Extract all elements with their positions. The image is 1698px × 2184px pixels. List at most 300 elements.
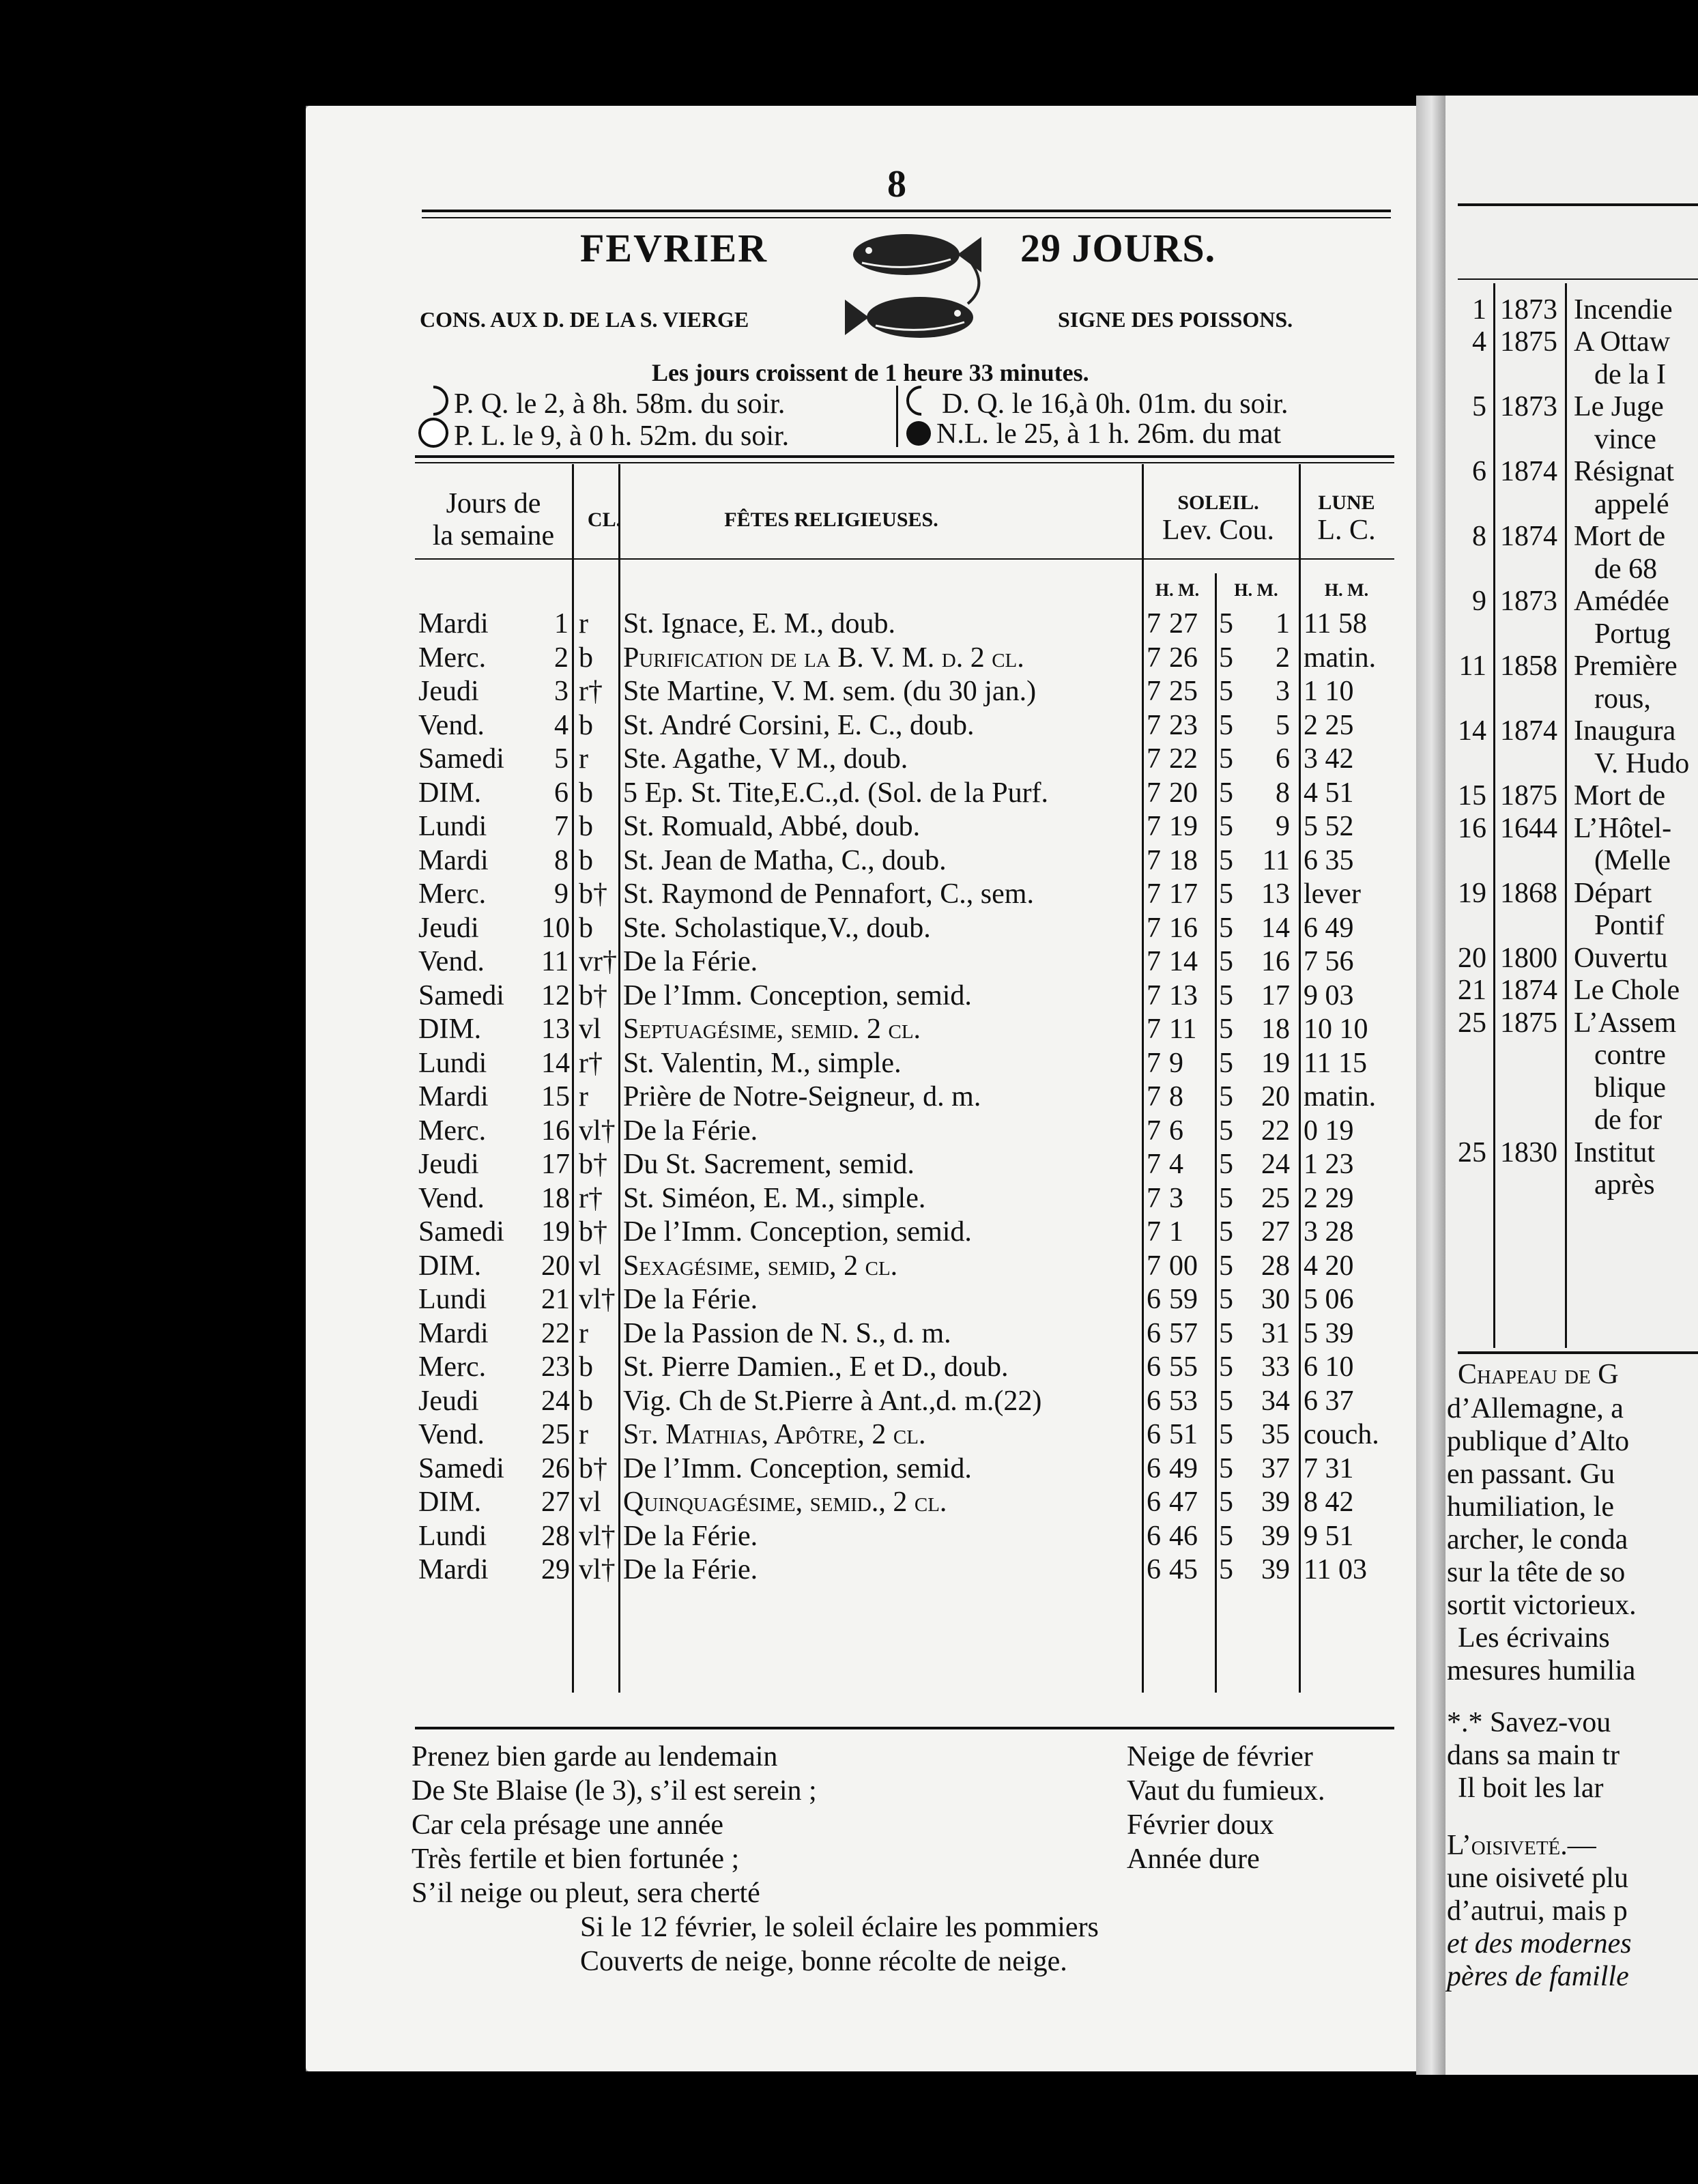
right-text-line: sur la tête de so <box>1447 1557 1626 1588</box>
sunrise-hour: 6 <box>1147 1385 1161 1417</box>
feast-name: Vig. Ch de St.Pierre à Ant.,d. m.(22) <box>623 1385 1042 1417</box>
history-year: 1874 <box>1500 715 1557 747</box>
moon-time: matin. <box>1304 1081 1377 1112</box>
day-number: 26 <box>541 1452 570 1484</box>
moon-time: 7 31 <box>1304 1452 1354 1484</box>
feast-name: De l’Imm. Conception, semid. <box>623 1452 972 1484</box>
proverb-line: De Ste Blaise (le 3), s’il est serein ; <box>412 1775 817 1807</box>
sunset-hour: 5 <box>1219 1520 1233 1552</box>
hm-label-lune: H. M. <box>1324 580 1369 600</box>
liturgical-color: b <box>579 844 593 876</box>
sunrise-hour: 7 <box>1147 743 1161 775</box>
liturgical-color: r† <box>579 1047 603 1079</box>
history-text: Ouvertu <box>1574 943 1668 974</box>
pisces-fish-icon <box>841 222 985 351</box>
table-top-rule-thin <box>415 462 1394 463</box>
sunset-minute: 6 <box>1276 743 1290 775</box>
sunset-minute: 39 <box>1261 1554 1290 1585</box>
liturgical-color: b† <box>579 1149 607 1180</box>
moon-time: 11 15 <box>1304 1047 1367 1079</box>
sunrise-minute: 23 <box>1169 709 1198 741</box>
day-number: 23 <box>541 1351 570 1383</box>
daylight-gain-text: Les jours croissent de 1 heure 33 minutes. <box>652 359 1089 386</box>
day-number: 3 <box>554 676 569 707</box>
right-text-line: une oisiveté plu <box>1447 1863 1628 1894</box>
calendar-row <box>306 912 1432 945</box>
feast-name: Sexagésime, semid, 2 cl. <box>623 1250 898 1282</box>
day-number: 1 <box>554 608 569 640</box>
sunrise-minute: 18 <box>1169 844 1198 876</box>
sunset-minute: 34 <box>1261 1385 1290 1417</box>
day-name: Merc. <box>418 642 487 674</box>
col-header-lune <box>1299 491 1394 547</box>
feast-name: St. Mathias, Apôtre, 2 cl. <box>623 1419 926 1450</box>
day-number: 5 <box>554 743 569 775</box>
sunrise-hour: 7 <box>1147 1047 1161 1079</box>
history-day: 25 <box>1458 1137 1486 1168</box>
feast-name: De la Férie. <box>623 1115 758 1147</box>
book-binding <box>1416 96 1447 2075</box>
zodiac-sign-label: SIGNE DES POISSONS. <box>1058 307 1293 332</box>
history-text: A Ottaw <box>1574 326 1671 358</box>
header-line: Jours de <box>446 488 541 519</box>
liturgical-color: r <box>579 1081 588 1112</box>
history-text: rous, <box>1594 683 1651 715</box>
sunset-hour: 5 <box>1219 1284 1233 1315</box>
sunrise-hour: 7 <box>1147 1149 1161 1180</box>
history-text: L’Assem <box>1574 1007 1677 1039</box>
sunrise-hour: 7 <box>1147 642 1161 674</box>
day-name: Lundi <box>418 811 487 842</box>
day-name: Vend. <box>418 946 485 977</box>
sunset-hour: 5 <box>1219 1182 1233 1214</box>
history-text: blique <box>1594 1072 1666 1104</box>
day-number: 24 <box>541 1385 570 1417</box>
calendar-row <box>306 1418 1432 1452</box>
phase-new-moon <box>906 418 1281 450</box>
proverb-top-rule <box>415 1727 1394 1729</box>
day-name: Vend. <box>418 709 485 741</box>
feast-name: De l’Imm. Conception, semid. <box>623 1216 972 1248</box>
feast-name: 5 Ep. St. Tite,E.C.,d. (Sol. de la Purf. <box>623 777 1049 809</box>
sunrise-minute: 13 <box>1169 979 1198 1011</box>
sunset-minute: 39 <box>1261 1486 1290 1518</box>
sunrise-hour: 6 <box>1147 1452 1161 1484</box>
sunset-hour: 5 <box>1219 811 1233 842</box>
day-number: 14 <box>541 1047 570 1079</box>
feast-name: De la Férie. <box>623 1284 758 1315</box>
day-name: Samedi <box>418 979 504 1011</box>
right-text-line: Il boit les lar <box>1458 1772 1604 1804</box>
history-text: Mort de <box>1574 780 1666 811</box>
history-day: 25 <box>1458 1007 1486 1039</box>
feast-name: Ste. Agathe, V M., doub. <box>623 743 908 775</box>
liturgical-color: vl <box>579 1250 601 1282</box>
col-header-soleil <box>1140 491 1297 547</box>
feast-name: De la Férie. <box>623 1554 758 1585</box>
liturgical-color: vl <box>579 1486 601 1518</box>
day-number: 15 <box>541 1081 570 1112</box>
day-name: Samedi <box>418 743 504 775</box>
sunrise-hour: 6 <box>1147 1284 1161 1315</box>
moon-time: 9 03 <box>1304 979 1354 1011</box>
calendar-row <box>306 1047 1432 1080</box>
calendar-row <box>306 1250 1432 1283</box>
history-day: 16 <box>1458 813 1486 844</box>
header-line: Lev. Cou. <box>1162 514 1275 546</box>
day-number: 11 <box>541 946 569 977</box>
phase-text: N.L. le 25, à 1 h. 26m. du mat <box>936 418 1282 450</box>
sunrise-hour: 7 <box>1147 946 1161 977</box>
history-year: 1874 <box>1500 521 1557 552</box>
right-text-line: archer, le conda <box>1447 1524 1628 1555</box>
right-text-line: *.* Savez-vou <box>1447 1707 1611 1738</box>
sunset-hour: 5 <box>1219 1351 1233 1383</box>
last-quarter-moon-icon <box>900 379 942 422</box>
feast-name: De la Passion de N. S., d. m. <box>623 1317 951 1349</box>
sunset-minute: 35 <box>1261 1419 1290 1450</box>
history-text: de la I <box>1594 359 1666 390</box>
sunset-minute: 16 <box>1261 946 1290 977</box>
calendar-row <box>306 810 1432 844</box>
history-text: L’Hôtel- <box>1574 813 1672 844</box>
phase-first-quarter <box>418 386 785 420</box>
liturgical-color: vr† <box>579 946 617 977</box>
sunset-minute: 39 <box>1261 1520 1290 1552</box>
sunset-hour: 5 <box>1219 844 1233 876</box>
history-text: Institut <box>1574 1137 1656 1168</box>
sunset-minute: 17 <box>1261 979 1290 1011</box>
liturgical-color: b <box>579 912 593 944</box>
moon-time: 5 06 <box>1304 1284 1354 1315</box>
history-day: 6 <box>1472 456 1486 487</box>
history-day: 15 <box>1458 780 1486 811</box>
moon-time: 4 20 <box>1304 1250 1354 1282</box>
header-bottom-rule <box>415 558 1394 560</box>
feast-name: Prière de Notre-Seigneur, d. m. <box>623 1081 981 1112</box>
header-line: la semaine <box>432 520 555 552</box>
days-count: 29 JOURS. <box>1020 226 1216 270</box>
sunset-minute: 11 <box>1262 844 1290 876</box>
moon-time: 5 52 <box>1304 811 1354 842</box>
day-name: DIM. <box>418 1014 482 1045</box>
sunset-hour: 5 <box>1219 1419 1233 1450</box>
sunrise-minute: 20 <box>1169 777 1198 809</box>
right-text-line: pères de famille <box>1447 1961 1629 1992</box>
liturgical-color: b† <box>579 1216 607 1248</box>
proverb-line: Février doux <box>1127 1809 1274 1841</box>
history-day: 5 <box>1472 391 1486 422</box>
sunrise-minute: 4 <box>1169 1149 1183 1180</box>
right-text-line: L’oisiveté.— <box>1447 1830 1596 1861</box>
sunrise-hour: 6 <box>1147 1419 1161 1450</box>
sunset-minute: 3 <box>1276 676 1290 707</box>
sunset-minute: 22 <box>1261 1115 1290 1147</box>
sunset-hour: 5 <box>1219 743 1233 775</box>
right-col-line-2 <box>1565 283 1567 1348</box>
calendar-row <box>306 1520 1432 1553</box>
col-header-jours <box>408 488 579 552</box>
sunrise-hour: 6 <box>1147 1554 1161 1585</box>
sunrise-minute: 16 <box>1169 912 1198 944</box>
right-text-line: d’autrui, mais p <box>1447 1895 1628 1927</box>
moon-time: lever <box>1304 878 1361 910</box>
history-day: 20 <box>1458 943 1486 974</box>
feast-name: De la Férie. <box>623 946 758 977</box>
calendar-row <box>306 709 1432 743</box>
sunset-hour: 5 <box>1219 1250 1233 1282</box>
top-rule <box>422 210 1391 212</box>
day-number: 13 <box>541 1014 570 1045</box>
liturgical-color: b <box>579 642 593 674</box>
sunrise-hour: 6 <box>1147 1351 1161 1383</box>
feast-name: St. Jean de Matha, C., doub. <box>623 844 947 876</box>
phase-text: P. L. le 9, à 0 h. 52m. du soir. <box>454 420 790 452</box>
day-number: 10 <box>541 912 570 944</box>
right-text-line: publique d’Alto <box>1447 1426 1630 1457</box>
calendar-row <box>306 675 1432 708</box>
sunset-hour: 5 <box>1219 1014 1233 1045</box>
day-number: 19 <box>541 1216 570 1248</box>
calendar-row <box>306 1216 1432 1249</box>
moon-time: 3 42 <box>1304 743 1354 775</box>
right-text-line: Chapeau de G <box>1458 1359 1619 1390</box>
right-text-line: sortit victorieux. <box>1447 1590 1637 1621</box>
sunrise-minute: 53 <box>1169 1385 1198 1417</box>
moon-time: 9 51 <box>1304 1520 1354 1552</box>
calendar-row <box>306 1486 1432 1519</box>
liturgical-color: b† <box>579 878 607 910</box>
sunrise-minute: 19 <box>1169 811 1198 842</box>
sunrise-hour: 7 <box>1147 1250 1161 1282</box>
sunset-minute: 24 <box>1261 1149 1290 1180</box>
sunset-minute: 33 <box>1261 1351 1290 1383</box>
sunrise-hour: 7 <box>1147 777 1161 809</box>
day-number: 29 <box>541 1554 570 1585</box>
day-name: Lundi <box>418 1520 487 1552</box>
sunrise-minute: 00 <box>1169 1250 1198 1282</box>
history-text: Mort de <box>1574 521 1666 552</box>
header-line: SOLEIL. <box>1177 491 1259 514</box>
liturgical-color: vl† <box>579 1554 616 1585</box>
sunset-hour: 5 <box>1219 1081 1233 1112</box>
right-mid-rule <box>1458 1351 1698 1354</box>
sunrise-hour: 7 <box>1147 912 1161 944</box>
calendar-row <box>306 1182 1432 1216</box>
right-text-line: d’Allemagne, a <box>1447 1393 1624 1424</box>
day-name: Merc. <box>418 878 487 910</box>
sunrise-minute: 14 <box>1169 946 1198 977</box>
history-year: 1875 <box>1500 326 1557 358</box>
sunset-hour: 5 <box>1219 979 1233 1011</box>
almanac-page-left <box>306 106 1432 2071</box>
calendar-row <box>306 1452 1432 1486</box>
day-number: 4 <box>554 709 569 741</box>
calendar-row <box>306 1115 1432 1148</box>
feast-name: Purification de la B. V. M. d. 2 cl. <box>623 642 1024 674</box>
day-name: Lundi <box>418 1284 487 1315</box>
day-number: 6 <box>554 777 569 809</box>
calendar-row <box>306 743 1432 776</box>
sunrise-minute: 11 <box>1169 1014 1197 1045</box>
sunrise-hour: 6 <box>1147 1486 1161 1518</box>
day-number: 22 <box>541 1317 570 1349</box>
right-text-line: dans sa main tr <box>1447 1740 1620 1771</box>
moon-time: 6 49 <box>1304 912 1354 944</box>
history-year: 1874 <box>1500 456 1557 487</box>
history-day: 9 <box>1472 586 1486 617</box>
moon-time: matin. <box>1304 642 1377 674</box>
history-text: Départ <box>1574 878 1652 909</box>
sunset-hour: 5 <box>1219 1115 1233 1147</box>
calendar-row <box>306 878 1432 911</box>
day-name: Jeudi <box>418 676 479 707</box>
first-quarter-moon-icon <box>412 379 455 422</box>
history-text: Le Chole <box>1574 975 1680 1006</box>
sunset-minute: 30 <box>1261 1284 1290 1315</box>
day-name: Jeudi <box>418 912 479 944</box>
right-text-line: en passant. Gu <box>1447 1459 1615 1490</box>
sunset-minute: 8 <box>1276 777 1290 809</box>
hm-label-lev: H. M. <box>1155 580 1200 600</box>
sunrise-hour: 7 <box>1147 608 1161 640</box>
sunrise-minute: 3 <box>1169 1182 1183 1214</box>
sunrise-hour: 7 <box>1147 709 1161 741</box>
right-col-line-1 <box>1493 283 1495 1348</box>
history-day: 4 <box>1472 326 1486 358</box>
sunset-minute: 9 <box>1276 811 1290 842</box>
calendar-row <box>306 642 1432 675</box>
proverb-line: Année dure <box>1127 1843 1260 1875</box>
hm-label-cou: H. M. <box>1234 580 1278 600</box>
liturgical-color: vl† <box>579 1284 616 1315</box>
history-text: de for <box>1594 1104 1663 1136</box>
calendar-row <box>306 1013 1432 1046</box>
history-year: 1830 <box>1500 1137 1557 1168</box>
almanac-page-right <box>1445 96 1698 2075</box>
history-text: Pontif <box>1594 910 1665 941</box>
calendar-row <box>306 1553 1432 1587</box>
proverb-line: Couverts de neige, bonne récolte de neige. <box>580 1946 1067 1977</box>
proverb-line: Si le 12 février, le soleil éclaire les pommiers <box>580 1912 1099 1943</box>
liturgical-color: r <box>579 1419 588 1450</box>
history-day: 8 <box>1472 521 1486 552</box>
sunset-minute: 1 <box>1276 608 1290 640</box>
feast-name: Ste Martine, V. M. sem. (du 30 jan.) <box>623 676 1037 707</box>
history-day: 14 <box>1458 715 1486 747</box>
sunset-hour: 5 <box>1219 1216 1233 1248</box>
moon-time: 6 35 <box>1304 844 1354 876</box>
day-number: 12 <box>541 979 570 1011</box>
feast-name: St. André Corsini, E. C., doub. <box>623 709 975 741</box>
history-year: 1873 <box>1500 294 1557 326</box>
calendar-row <box>306 1283 1432 1317</box>
sunset-hour: 5 <box>1219 777 1233 809</box>
full-moon-icon <box>418 418 448 448</box>
history-text: Inaugura <box>1574 715 1676 747</box>
day-name: Merc. <box>418 1115 487 1147</box>
sunset-minute: 27 <box>1261 1216 1290 1248</box>
right-text-line: humiliation, le <box>1447 1491 1614 1523</box>
sunrise-minute: 46 <box>1169 1520 1198 1552</box>
sunrise-hour: 7 <box>1147 676 1161 707</box>
sunrise-minute: 27 <box>1169 608 1198 640</box>
history-day: 11 <box>1458 650 1486 682</box>
history-year: 1858 <box>1500 650 1557 682</box>
sunrise-minute: 1 <box>1169 1216 1183 1248</box>
sunset-hour: 5 <box>1219 1149 1233 1180</box>
day-number: 20 <box>541 1250 570 1282</box>
moon-time: 10 10 <box>1304 1014 1368 1045</box>
sunrise-hour: 7 <box>1147 1182 1161 1214</box>
sunset-minute: 28 <box>1261 1250 1290 1282</box>
proverb-line: Très fertile et bien fortunée ; <box>412 1843 740 1875</box>
right-top-rule-thin <box>1458 278 1698 280</box>
history-text: Résignat <box>1574 456 1674 487</box>
history-text: après <box>1594 1169 1655 1201</box>
day-name: DIM. <box>418 777 482 809</box>
sunset-hour: 5 <box>1219 878 1233 910</box>
history-text: V. Hudo <box>1594 748 1690 779</box>
moon-time: 4 51 <box>1304 777 1354 809</box>
feast-name: St. Pierre Damien., E et D., doub. <box>623 1351 1009 1383</box>
calendar-row <box>306 607 1432 641</box>
history-text: contre <box>1594 1039 1666 1071</box>
sunrise-minute: 47 <box>1169 1486 1198 1518</box>
liturgical-color: vl† <box>579 1115 616 1147</box>
history-text: appelé <box>1594 489 1669 520</box>
liturgical-color: b <box>579 811 593 842</box>
phase-text: D. Q. le 16,à 0h. 01m. du soir. <box>942 388 1289 420</box>
header-line: LUNE <box>1318 491 1375 514</box>
calendar-row <box>306 1148 1432 1181</box>
sunrise-minute: 26 <box>1169 642 1198 674</box>
moon-time: 5 39 <box>1304 1317 1354 1349</box>
feast-name: Ste. Scholastique,V., doub. <box>623 912 931 944</box>
sunset-hour: 5 <box>1219 1452 1233 1484</box>
sunset-minute: 31 <box>1261 1317 1290 1349</box>
day-number: 25 <box>541 1419 570 1450</box>
table-top-rule <box>415 455 1394 458</box>
moon-time: 7 56 <box>1304 946 1354 977</box>
liturgical-color: b <box>579 1351 593 1383</box>
calendar-row <box>306 945 1432 979</box>
feast-name: St. Romuald, Abbé, doub. <box>623 811 921 842</box>
sunrise-minute: 6 <box>1169 1115 1183 1147</box>
sunrise-minute: 22 <box>1169 743 1198 775</box>
sunrise-minute: 49 <box>1169 1452 1198 1484</box>
sunrise-minute: 9 <box>1169 1047 1183 1079</box>
sunset-minute: 19 <box>1261 1047 1290 1079</box>
new-moon-icon <box>906 421 931 446</box>
sunrise-hour: 7 <box>1147 1014 1161 1045</box>
day-name: Mardi <box>418 1081 489 1112</box>
sunset-minute: 14 <box>1261 912 1290 944</box>
right-text-line: mesures humilia <box>1447 1655 1636 1686</box>
sunrise-hour: 7 <box>1147 1216 1161 1248</box>
day-number: 21 <box>541 1284 570 1315</box>
history-text: Le Juge <box>1574 391 1664 422</box>
day-name: Samedi <box>418 1216 504 1248</box>
feast-name: Septuagésime, semid. 2 cl. <box>623 1014 921 1045</box>
day-name: Mardi <box>418 1317 489 1349</box>
moon-time: 11 58 <box>1304 608 1367 640</box>
history-text: Incendie <box>1574 294 1673 326</box>
col-header-cl: CL. <box>587 508 622 531</box>
liturgical-color: r <box>579 1317 588 1349</box>
sunrise-minute: 25 <box>1169 676 1198 707</box>
moon-time: 1 23 <box>1304 1149 1354 1180</box>
